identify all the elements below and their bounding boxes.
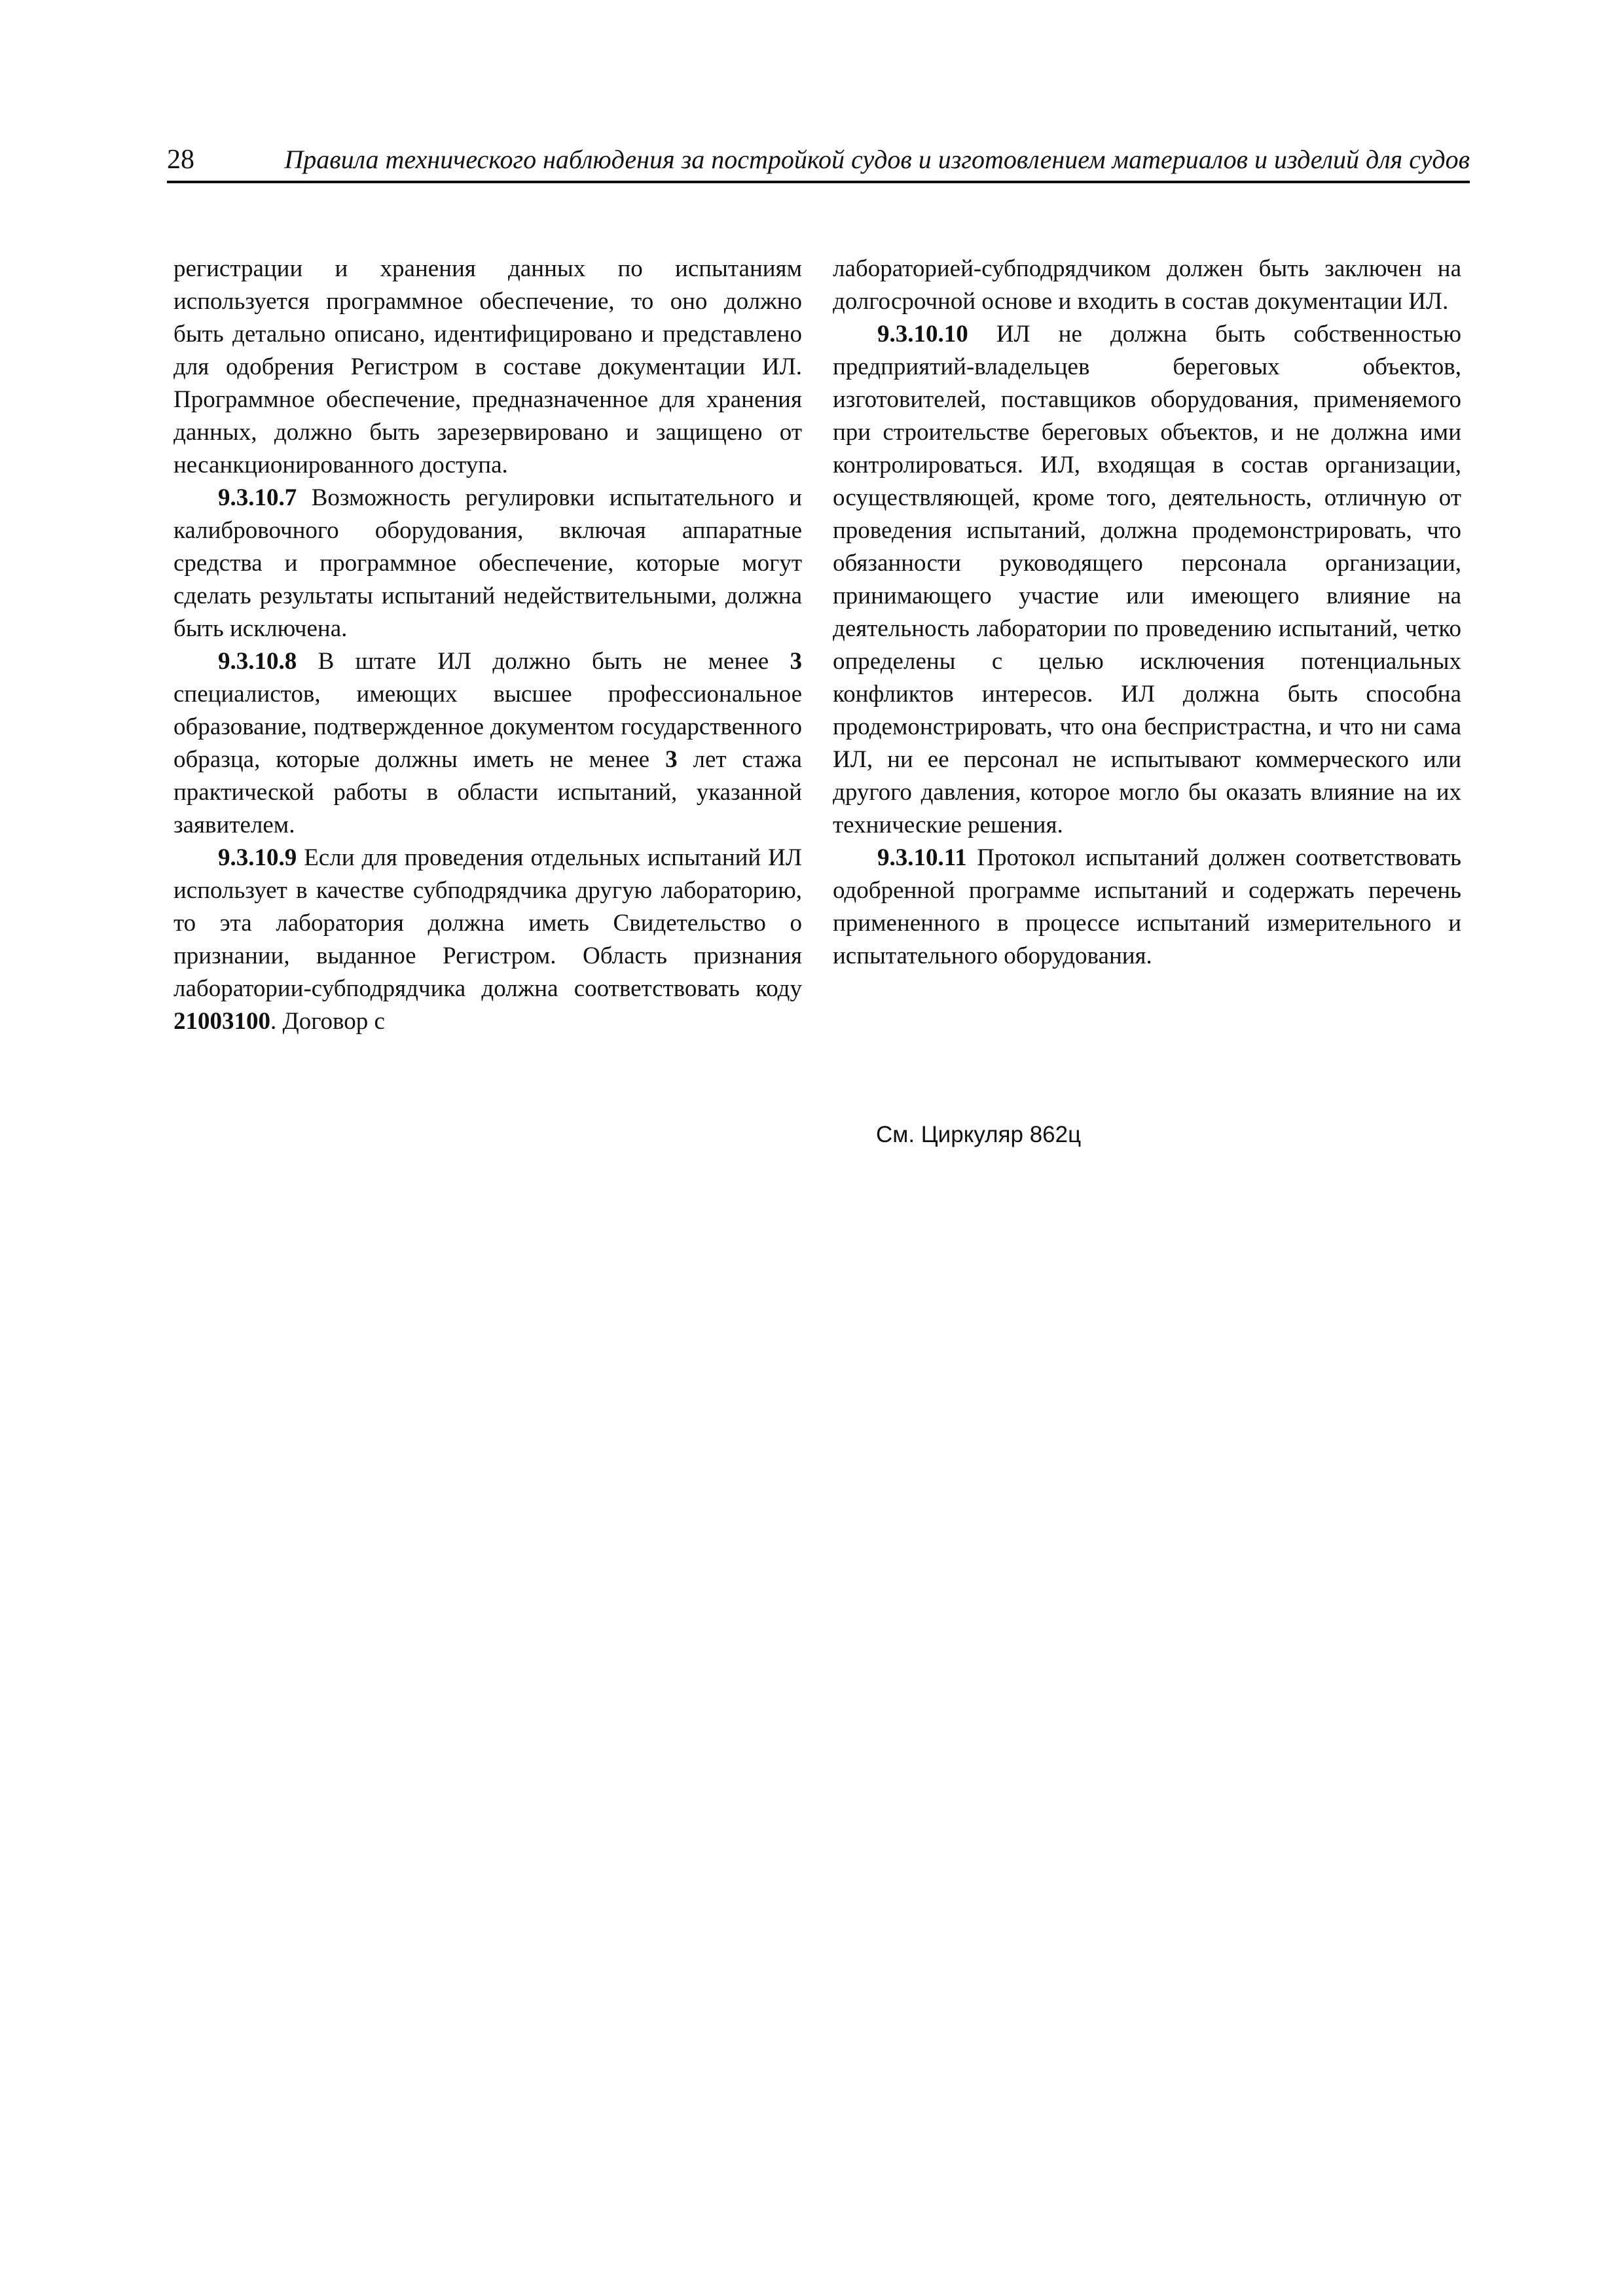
- clause-text: В штате ИЛ должно быть не менее: [297, 648, 790, 675]
- clause-number: 9.3.10.10: [877, 321, 968, 348]
- clause-9-3-10-7: [173, 482, 802, 645]
- clause-number: 9.3.10.7: [218, 484, 297, 511]
- bold-number: 3: [665, 746, 678, 773]
- circular-reference-note: См. Циркуляр 862ц: [876, 1122, 1082, 1147]
- running-title: Правила технического наблюдения за постройкой судов и изготовлением материалов и изделий для судов: [284, 145, 1470, 174]
- clause-number: 9.3.10.8: [218, 648, 297, 675]
- clause-number: 9.3.10.9: [218, 844, 297, 871]
- paragraph-continuation: лабораторией-субподрядчиком должен быть заключен на долгосрочной основе и входить в состав документации ИЛ.: [833, 255, 1461, 315]
- clause-9-3-10-9: [173, 842, 802, 1038]
- paragraph-continuation: регистрации и хранения данных по испытаниям используется программное обеспечение, то оно должно быть детально описано, идентифицировано и представлено для одобрения Регистром в составе документации ИЛ. Программное обеспечение, предназначенное для хранения данных, должно быть зарезервировано и защищено от несанкционированного доступа.: [173, 255, 802, 478]
- clause-text: Если для проведения отдельных испытаний ИЛ использует в качестве субподрядчика другую лабораторию, то эта лаборатория должна иметь Свидетельство о признании, выданное Регистром. Область признания лаборатории-субподрядчика должна соответствовать коду: [173, 844, 802, 1002]
- clause-number: 9.3.10.11: [877, 844, 967, 871]
- clause-text: . Договор с: [270, 1008, 385, 1035]
- recognition-code: 21003100: [173, 1008, 270, 1035]
- clause-text: ИЛ не должна быть собственностью предприятий-владельцев береговых объектов, изготовителей, поставщиков оборудования, применяемого при строительстве береговых объектов, и не должна ими контролироваться. ИЛ, входящая в состав организации, осуществляющей, кроме того, деятельность, отличную от проведения испытаний, должна продемонстрировать, что обязанности руководящего персонала организации, принимающего участие или имеющего влияние на деятельность лаборатории по проведению испытаний, четко определены с целью исключения потенциальных конфликтов интересов. ИЛ должна быть способна продемонстрировать, что она беспристрастна, и что ни сама ИЛ, ни ее персонал не испытывают коммерческого или другого давления, которое могло бы оказать влияние на их технические решения.: [833, 321, 1461, 838]
- clause-9-3-10-8: [173, 645, 802, 842]
- clause-9-3-10-11: [833, 842, 1461, 973]
- clause-text: лет стажа практической работы в области испытаний, указанной заявителем.: [173, 746, 802, 838]
- page-header: [167, 143, 1470, 183]
- clause-9-3-10-10: [833, 318, 1461, 842]
- bold-number: 3: [790, 648, 802, 675]
- page-number: 28: [167, 145, 194, 175]
- clause-text: Протокол испытаний должен соответствовать одобренной программе испытаний и содержать перечень примененного в процессе испытаний измерительного и испытательного оборудования.: [833, 844, 1461, 969]
- right-column: [833, 253, 1461, 973]
- left-column: [173, 253, 802, 1038]
- clause-text: Возможность регулировки испытательного и калибровочного оборудования, включая аппаратные средства и программное обеспечение, которые могут сделать результаты испытаний недействительными, должна быть исключена.: [173, 484, 802, 642]
- clause-text: специалистов, имеющих высшее профессиональное образование, подтвержденное документом государственного образца, которые должны иметь не менее: [173, 681, 802, 773]
